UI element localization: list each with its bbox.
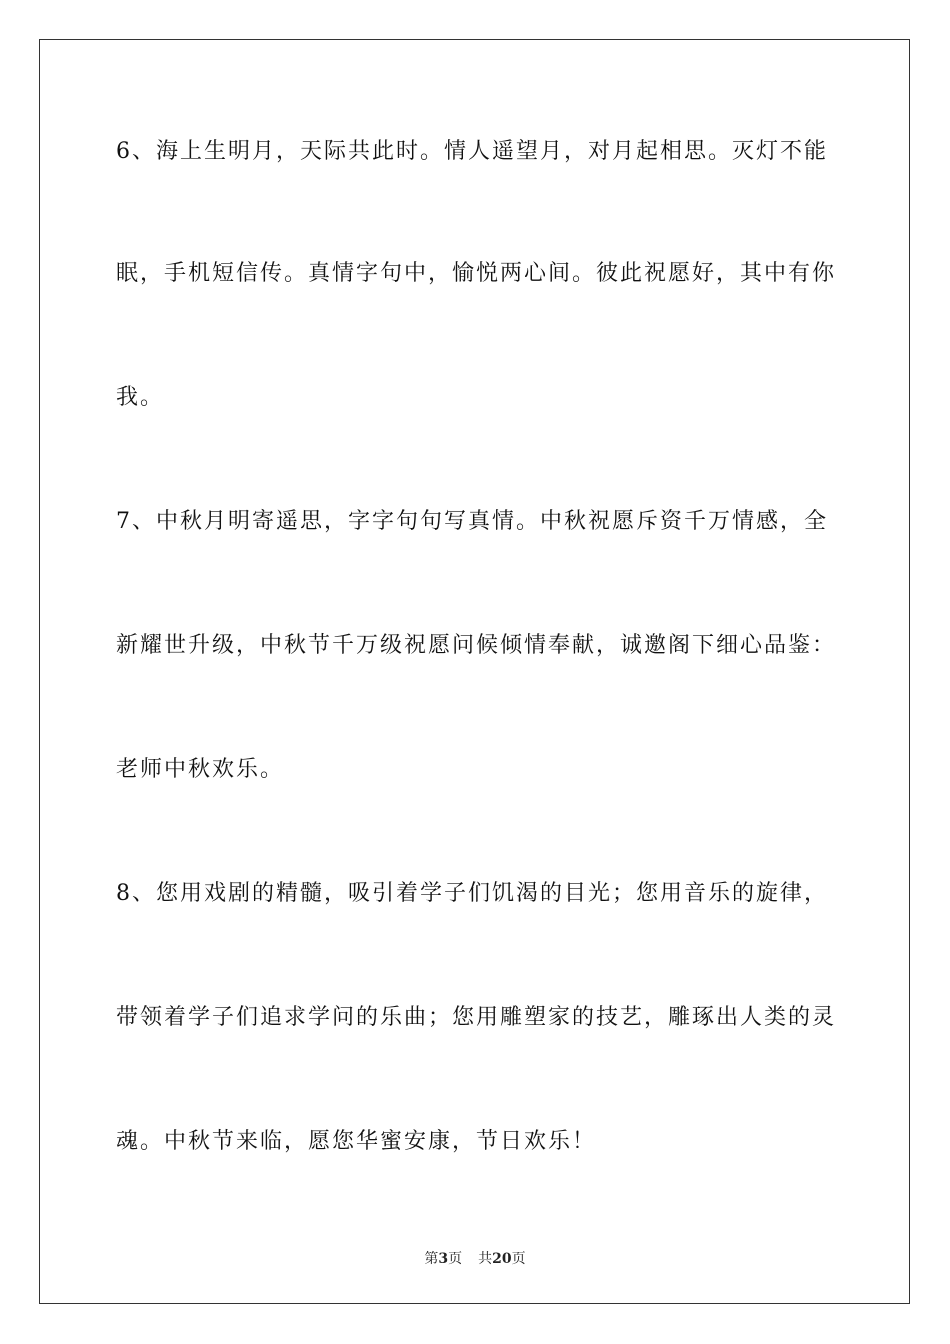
paragraph-8-line-3: 魂。中秋节来临，愿您华蜜安康，节日欢乐！ [116,1129,597,1154]
page-total: 20 [492,1251,512,1267]
page-suffix: 页 [448,1251,463,1267]
paragraph-6-line-3: 我。 [116,385,165,410]
paragraph-6-line-2: 眠，手机短信传。真情字句中，愉悦两心间。彼此祝愿好，其中有你 [116,261,837,286]
page-current: 3 [438,1251,449,1267]
paragraph-8-line-1: 8、您用戏剧的精髓，吸引着学子们饥渴的目光；您用音乐的旋律， [116,881,828,906]
page-footer [0,1248,950,1268]
page-prefix: 第 [424,1251,439,1267]
total-prefix: 共 [478,1251,493,1267]
total-suffix: 页 [511,1251,526,1267]
paragraph-7-line-3: 老师中秋欢乐。 [116,757,285,782]
paragraph-8-line-2: 带领着学子们追求学问的乐曲；您用雕塑家的技艺，雕琢出人类的灵 [116,1005,837,1030]
paragraph-7-line-2: 新耀世升级，中秋节千万级祝愿问候倾情奉献，诚邀阁下细心品鉴： [116,633,837,658]
page-border [39,39,910,1304]
paragraph-7-line-1: 7、中秋月明寄遥思，字字句句写真情。中秋祝愿斥资千万情感，全 [116,509,828,534]
paragraph-6-line-1: 6、海上生明月，天际共此时。情人遥望月，对月起相思。灭灯不能 [116,139,828,164]
